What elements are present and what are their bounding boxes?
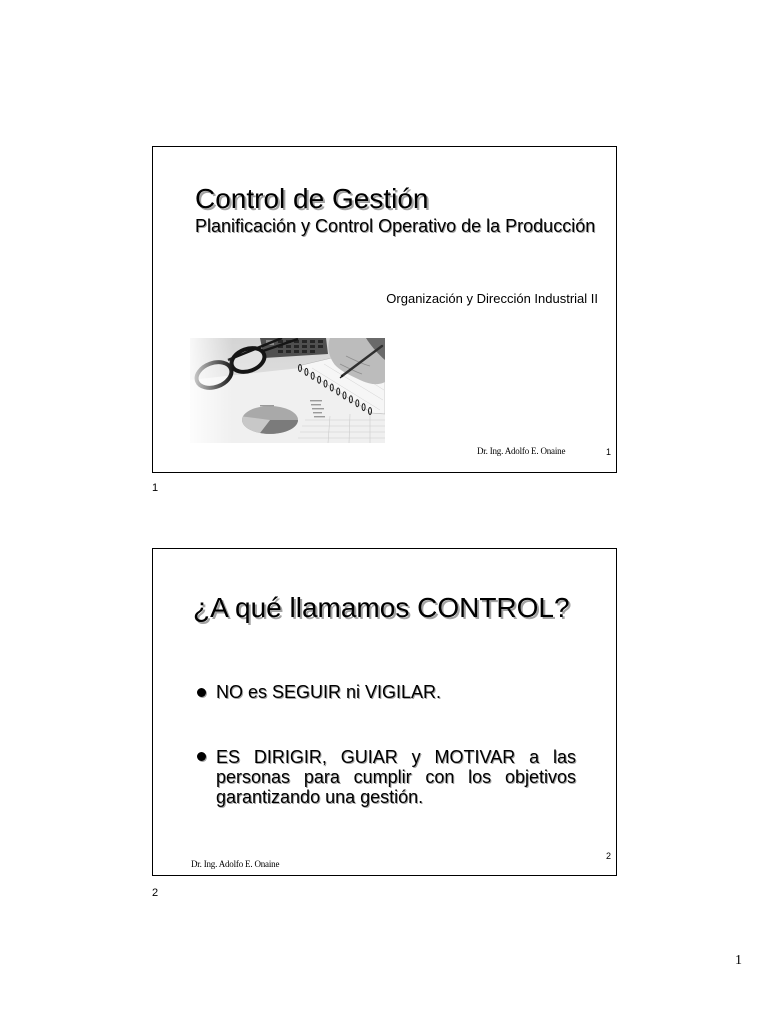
slide-title: Control de Gestión — [195, 183, 429, 214]
slide-label: 2 — [152, 887, 159, 899]
slide-subtitle: Planificación y Control Operativo de la Producción — [195, 216, 596, 236]
slide-1 — [152, 146, 617, 473]
bullet-dot — [197, 752, 206, 761]
slide-2 — [152, 548, 617, 876]
page-number: 1 — [735, 953, 742, 968]
slide-title: ¿A qué llamamos CONTROL? — [193, 592, 570, 623]
slide-number: 1 — [606, 447, 612, 457]
bullet-item: ES DIRIGIR, GUIAR y MOTIVAR a las personas para cumplir con los objetivos garantizando una gestión. — [216, 747, 576, 807]
slide-number: 2 — [606, 851, 612, 861]
author-name: Dr. Ing. Adolfo E. Onaine — [477, 446, 566, 456]
slide-label: 1 — [152, 482, 159, 494]
desk-photo — [190, 338, 385, 443]
author-name: Dr. Ing. Adolfo E. Onaine — [191, 859, 280, 869]
bullet-item: NO es SEGUIR ni VIGILAR. — [216, 682, 442, 702]
bullet-dot — [197, 688, 206, 697]
course-name: Organización y Dirección Industrial II — [386, 291, 598, 306]
